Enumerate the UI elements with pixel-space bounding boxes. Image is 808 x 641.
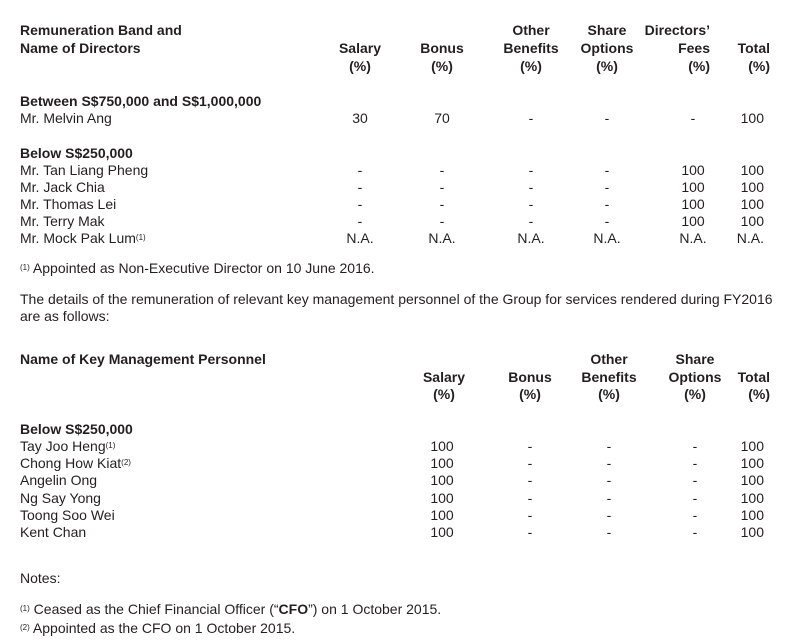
cell-total: 100 [740, 179, 764, 195]
cell-fees: N.A. [679, 230, 707, 246]
cell-other: - [528, 162, 534, 178]
row-name-wrap [20, 213, 105, 230]
cell-salary: N.A. [346, 230, 374, 246]
header-fees-label: Fees [678, 40, 710, 56]
row-name-sup: (1) [135, 233, 146, 242]
cell-other: - [606, 472, 612, 489]
header-total: Total [737, 369, 770, 385]
header-other: Other [512, 22, 550, 38]
cell-bonus: - [439, 179, 445, 195]
row-name-wrap [20, 179, 105, 196]
cell-share: - [692, 472, 698, 489]
row-name-wrap [20, 524, 86, 541]
header-total: Total [737, 40, 770, 56]
row-name: Mr. Jack Chia [20, 179, 105, 195]
cell-other: - [606, 489, 612, 506]
cell-share: - [692, 438, 698, 454]
cell-salary: 100 [430, 438, 454, 454]
header-other: Other [590, 351, 628, 367]
header-salary: Salary [338, 40, 382, 56]
intro-line1: The details of the remuneration of relevant key management personnel of the Group for services rendered during FY2016 [20, 291, 773, 307]
cell-bonus: - [439, 213, 445, 229]
cell-share: - [692, 506, 698, 523]
cell-salary: 100 [430, 455, 454, 472]
header-bonus: Bonus [420, 40, 464, 56]
note-mark: (1) [20, 604, 30, 613]
cell-salary: 100 [430, 524, 454, 540]
cell-bonus: - [527, 506, 533, 523]
row-name-wrap [20, 490, 101, 507]
row-name: Mr. Thomas Lei [20, 196, 117, 212]
cell-total: 100 [740, 196, 764, 212]
cell-share: - [692, 524, 698, 540]
note-item [20, 620, 295, 637]
cell-other: - [606, 455, 612, 472]
row-name: Tay Joo Heng [20, 438, 106, 454]
header-salary: Salary [422, 369, 466, 385]
cell-other: - [606, 506, 612, 523]
row-name-wrap [20, 162, 148, 179]
cell-share: - [604, 110, 610, 126]
cell-share: - [604, 196, 610, 212]
header-name-line2: Name of Directors [20, 40, 141, 56]
row-name-wrap [20, 230, 146, 247]
cell-other: - [606, 524, 612, 540]
row-name: Kent Chan [20, 524, 87, 540]
header-bonus: Bonus [508, 369, 552, 385]
row-name-wrap [20, 455, 131, 472]
header-share-options: Options [668, 369, 722, 385]
row-name-wrap [20, 507, 115, 524]
cell-bonus: - [527, 438, 533, 454]
header-share-options: Options [580, 40, 634, 56]
row-name: Chong How Kiat [20, 455, 122, 472]
cell-total: N.A. [736, 230, 764, 246]
cell-fees: 100 [681, 196, 705, 212]
header-fees-unit: (%) [688, 58, 710, 74]
row-name: Mr. Mock Pak Lum [20, 230, 136, 246]
cell-salary: 100 [430, 472, 454, 489]
cell-other: - [528, 110, 534, 126]
cell-total: 100 [740, 524, 764, 540]
header-share: Share [675, 351, 715, 367]
cell-fees: 100 [681, 162, 705, 178]
cell-bonus: - [439, 196, 445, 212]
note-item [20, 601, 441, 618]
header-other-unit: (%) [598, 386, 620, 402]
cell-other: - [528, 179, 534, 195]
cell-bonus: - [527, 455, 533, 472]
cell-total: 100 [740, 110, 764, 126]
band-title: Below S$250,000 [20, 421, 133, 437]
cell-total: 100 [740, 489, 764, 506]
cell-share: - [604, 162, 610, 178]
cell-salary: - [357, 196, 363, 212]
header-other-benefits: Benefits [503, 40, 559, 56]
cell-salary: - [357, 162, 363, 178]
cell-bonus: - [527, 472, 533, 489]
intro-line2: are as follows: [20, 308, 110, 324]
row-name: Ng Say Yong [20, 489, 101, 506]
cell-other: - [606, 438, 612, 454]
table1-footnote [20, 260, 375, 277]
cell-total: 100 [740, 213, 764, 229]
band-title: Below S$250,000 [20, 145, 133, 161]
cell-total: 100 [740, 438, 764, 454]
header-salary-unit: (%) [433, 386, 455, 402]
row-name: Mr. Terry Mak [20, 213, 105, 229]
row-name-sup: (1) [105, 441, 116, 450]
cell-fees: 100 [681, 179, 705, 195]
header-other-benefits: Benefits [581, 369, 637, 385]
header-share-unit: (%) [684, 386, 706, 402]
row-name-wrap [20, 472, 97, 489]
header-bonus-unit: (%) [519, 386, 541, 402]
header-name: Name of Key Management Personnel [20, 351, 266, 367]
cell-salary: 30 [352, 110, 368, 126]
cell-bonus: - [527, 489, 533, 506]
cell-salary: 100 [430, 506, 454, 523]
cell-other: - [528, 213, 534, 229]
cell-total: 100 [740, 472, 764, 489]
cell-fees: - [690, 110, 696, 126]
note-pre: Ceased as the Chief Financial Officer (“ [33, 601, 279, 617]
header-share-unit: (%) [596, 58, 618, 74]
footnote-mark: (1) [20, 263, 30, 272]
header-name-line1: Remuneration Band and [20, 22, 182, 38]
cell-share: - [692, 455, 698, 472]
cell-bonus: - [439, 162, 445, 178]
header-total-unit: (%) [748, 58, 770, 74]
cell-other: - [528, 196, 534, 212]
row-name: Mr. Tan Liang Pheng [20, 162, 149, 178]
row-name-wrap [20, 196, 116, 213]
row-name: Angelin Ong [20, 472, 98, 489]
cell-salary: - [357, 179, 363, 195]
row-name: Mr. Melvin Ang [20, 110, 112, 126]
row-name-sup: (2) [121, 458, 131, 468]
cell-fees: 100 [681, 213, 705, 229]
cell-share: N.A. [593, 230, 621, 246]
cell-share: - [604, 179, 610, 195]
note-mark: (2) [20, 623, 30, 632]
note-pre: Appointed as the CFO on 1 October 2015. [32, 620, 296, 636]
header-fees: Directors’ [644, 22, 710, 38]
cell-other: N.A. [517, 230, 545, 246]
cell-share: - [692, 489, 698, 506]
header-bonus-unit: (%) [431, 58, 453, 74]
cell-salary: - [357, 213, 363, 229]
cell-total: 100 [740, 506, 764, 523]
notes-title: Notes: [20, 570, 61, 586]
cell-salary: 100 [430, 489, 454, 506]
header-share: Share [587, 22, 627, 38]
cell-total: 100 [740, 455, 764, 472]
band-title: Between S$750,000 and S$1,000,000 [20, 93, 262, 109]
note-bold: CFO [278, 601, 309, 617]
note-post: ”) on 1 October 2015. [308, 601, 442, 617]
row-name: Toong Soo Wei [20, 506, 115, 523]
header-other-unit: (%) [520, 58, 542, 74]
cell-total: 100 [740, 162, 764, 178]
header-total-unit: (%) [748, 386, 770, 402]
cell-bonus: - [527, 524, 533, 540]
footnote-text: Appointed as Non-Executive Director on 10 June 2016. [32, 260, 375, 276]
header-salary-unit: (%) [349, 58, 371, 74]
cell-bonus: 70 [434, 110, 450, 126]
row-name-wrap [20, 438, 115, 455]
cell-bonus: N.A. [428, 230, 456, 246]
cell-share: - [604, 213, 610, 229]
